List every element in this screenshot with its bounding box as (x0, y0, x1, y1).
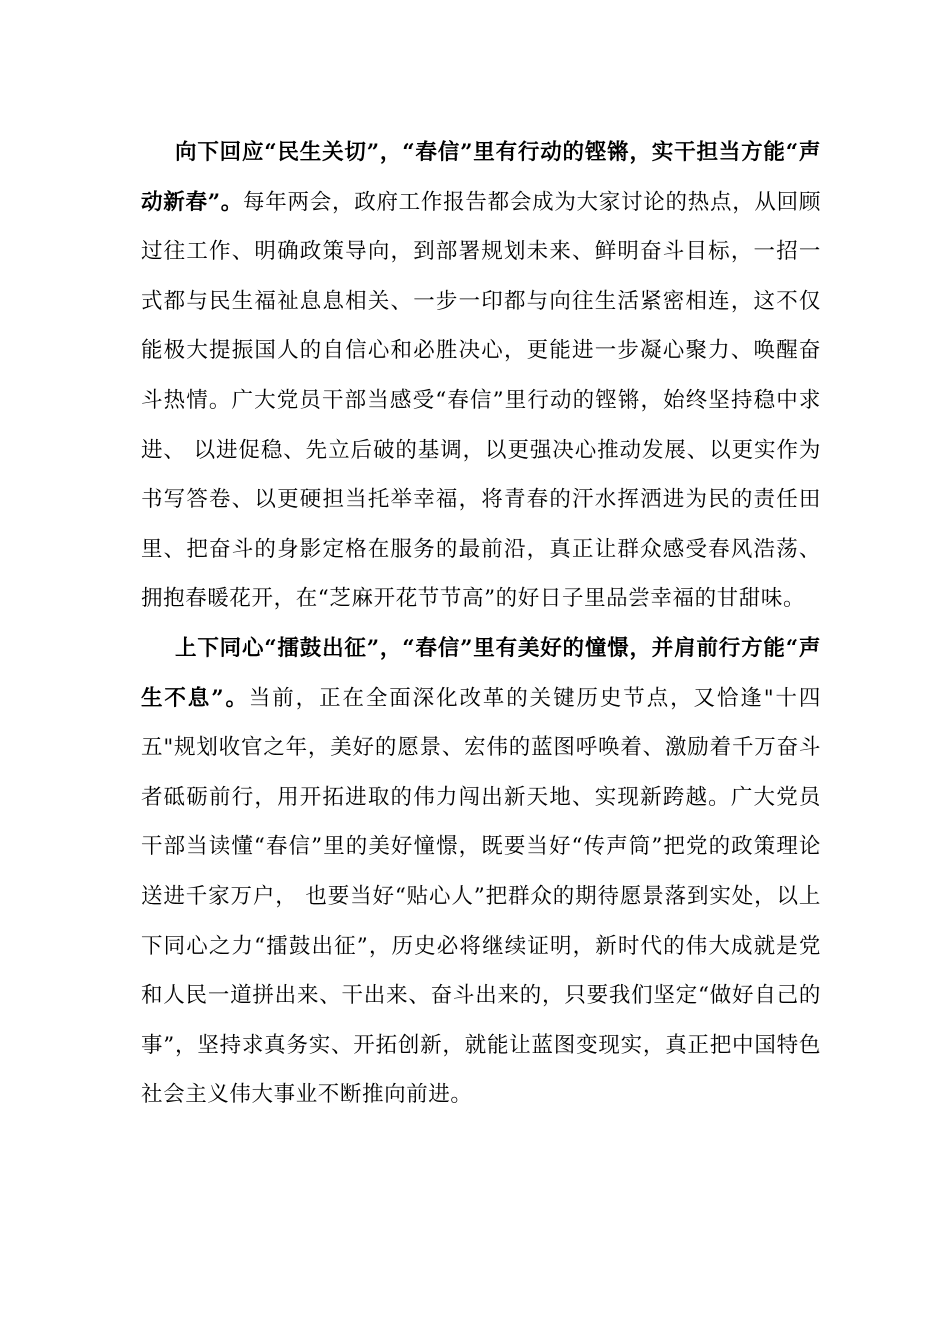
paragraph-1 (141, 128, 821, 624)
article-body (141, 128, 821, 1120)
paragraph-1-body: 每年两会，政府工作报告都会成为大家讨论的热点，从回顾过往工作、明确政策导向，到部署规划未来、鲜明奋斗目标，一招一式都与民生福祉息息相关、一步一印都与向往生活紧密相连，这不仅能极大提振国人的自信心和必胜决心，更能进一步凝心聚力、唤醒奋斗热情。广大党员干部当感受“春信”里行动的铿锵，始终坚持稳中求进、 以进促稳、先立后破的基调，以更强决心推动发展、以更实作为书写答卷、以更硬担当托举幸福，将青春的汗水挥洒进为民的责任田里、把奋斗的身影定格在服务的最前沿，真正让群众感受春风浩荡、拥抱春暖花开，在“芝麻开花节节高”的好日子里品尝幸福的甘甜味。 (141, 189, 821, 612)
paragraph-2-lead: 上下同心“擂鼓出征”，“春信”里有美好的憧憬，并肩前行方能“声生不息”。 (141, 635, 821, 711)
paragraph-2-body: 当前，正在全面深化改革的关键历史节点，又恰逢"十四五"规划收官之年，美好的愿景、宏伟的蓝图呼唤着、激励着千万奋斗者砥砺前行，用开拓进取的伟力闯出新天地、实现新跨越。广大党员干部当读懂“春信”里的美好憧憬，既要当好“传声筒”把党的政策理论送进千家万户， 也要当好“贴心人”把群众的期待愿景落到实处，以上下同心之力“擂鼓出征”，历史必将继续证明，新时代的伟大成就是党和人民一道拼出来、干出来、奋斗出来的，只要我们坚定“做好自己的事”，坚持求真务实、开拓创新，就能让蓝图变现实，真正把中国特色社会主义伟大事业不断推向前进。 (141, 685, 821, 1108)
paragraph-1-lead: 向下回应“民生关切”，“春信”里有行动的铿锵，实干担当方能“声动新春”。 (141, 140, 821, 215)
paragraph-2 (141, 624, 821, 1120)
